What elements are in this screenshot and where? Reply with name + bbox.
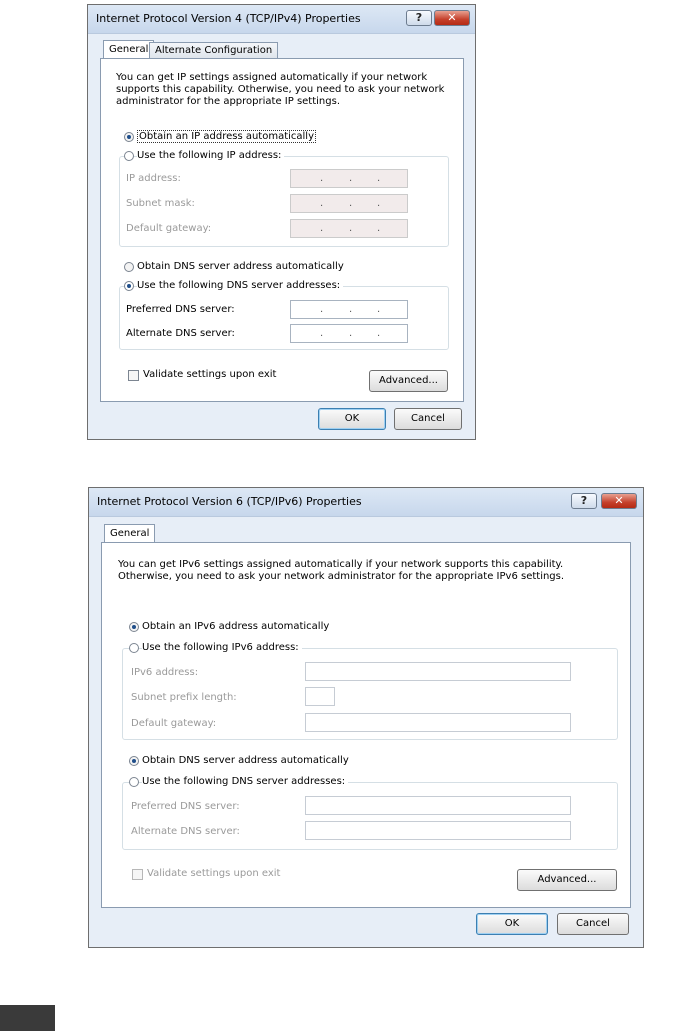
preferred-dns-label: Preferred DNS server:: [126, 304, 235, 315]
subnet-prefix-length-field[interactable]: [305, 687, 335, 706]
radio-use-following-ipv6-label[interactable]: Use the following IPv6 address:: [142, 642, 302, 654]
preferred-dns-field[interactable]: [305, 796, 571, 815]
default-gateway-field[interactable]: . . .: [290, 219, 408, 238]
help-icon: ?: [415, 11, 423, 24]
radio-obtain-ip-auto[interactable]: [124, 132, 134, 142]
radio-obtain-dns-auto-label[interactable]: Obtain DNS server address automatically: [142, 755, 349, 766]
cancel-button[interactable]: Cancel: [557, 913, 629, 935]
cancel-button[interactable]: Cancel: [394, 408, 462, 430]
radio-use-following-dns-label[interactable]: Use the following DNS server addresses:: [137, 280, 343, 292]
help-button[interactable]: [406, 10, 432, 26]
tab-alternate-configuration[interactable]: [149, 42, 278, 58]
ipv4-properties-dialog: [87, 4, 476, 440]
validate-settings-checkbox[interactable]: [132, 869, 143, 880]
help-icon: ?: [580, 494, 588, 507]
close-icon: ✕: [614, 494, 624, 507]
ip-address-field[interactable]: . . .: [290, 169, 408, 188]
close-icon: ✕: [447, 11, 457, 24]
radio-use-following-dns[interactable]: [129, 777, 139, 787]
validate-settings-label[interactable]: Validate settings upon exit: [143, 369, 277, 380]
radio-obtain-dns-auto-label[interactable]: Obtain DNS server address automatically: [137, 261, 344, 272]
advanced-button[interactable]: Advanced...: [369, 370, 448, 392]
subnet-prefix-length-label: Subnet prefix length:: [131, 692, 237, 703]
radio-use-following-dns[interactable]: [124, 281, 134, 291]
ipv6-intro-line-2: Otherwise, you need to ask your network administrator for the appropriate IPv6 settings.: [118, 571, 565, 582]
default-gateway-label: Default gateway:: [131, 718, 217, 729]
alternate-dns-label: Alternate DNS server:: [131, 826, 240, 837]
ipv6-general-panel: [101, 542, 631, 908]
radio-use-following-dns-label[interactable]: Use the following DNS server addresses:: [142, 776, 348, 788]
radio-obtain-dns-auto[interactable]: [129, 756, 139, 766]
ipv6-dialog-title: Internet Protocol Version 6 (TCP/IPv6) Properties: [97, 495, 362, 508]
tab-alternate-configuration-label: Alternate Configuration: [155, 45, 273, 56]
ipv6-address-label: IPv6 address:: [131, 667, 199, 678]
tab-general-label: General: [110, 528, 150, 539]
validate-settings-label[interactable]: Validate settings upon exit: [147, 868, 281, 879]
validate-settings-checkbox[interactable]: [128, 370, 139, 381]
radio-obtain-dns-auto[interactable]: [124, 262, 134, 272]
preferred-dns-field[interactable]: . . .: [290, 300, 408, 319]
alternate-dns-label: Alternate DNS server:: [126, 328, 235, 339]
help-button[interactable]: [571, 493, 597, 509]
preferred-dns-label: Preferred DNS server:: [131, 801, 240, 812]
alternate-dns-field[interactable]: [305, 821, 571, 840]
default-gateway-label: Default gateway:: [126, 223, 212, 234]
close-button[interactable]: [601, 493, 637, 509]
radio-use-following-ip[interactable]: [124, 151, 134, 161]
radio-obtain-ipv6-auto-label[interactable]: Obtain an IPv6 address automatically: [142, 621, 330, 632]
ipv4-intro-text: You can get IP settings assigned automatically if your network supports this capability. Otherwise, you need to ask your network administrator for the appropriate IP settings.: [116, 72, 445, 107]
alternate-dns-field[interactable]: . . .: [290, 324, 408, 343]
radio-use-following-ipv6[interactable]: [129, 643, 139, 653]
radio-obtain-ip-auto-label[interactable]: Obtain an IP address automatically: [139, 131, 315, 142]
tab-general[interactable]: [103, 40, 154, 58]
tab-general-label: General: [109, 44, 149, 55]
ipv6-address-field[interactable]: [305, 662, 571, 681]
subnet-mask-label: Subnet mask:: [126, 198, 195, 209]
ipv4-title-bar[interactable]: [88, 5, 475, 34]
radio-obtain-ipv6-auto[interactable]: [129, 622, 139, 632]
ipv4-dialog-title: Internet Protocol Version 4 (TCP/IPv4) Properties: [96, 12, 361, 25]
advanced-button[interactable]: Advanced...: [517, 869, 617, 891]
default-gateway-field[interactable]: [305, 713, 571, 732]
ok-button[interactable]: OK: [476, 913, 548, 935]
tab-general[interactable]: [104, 524, 155, 542]
ipv6-properties-dialog: [88, 487, 644, 948]
radio-use-following-ip-label[interactable]: Use the following IP address:: [137, 150, 284, 162]
ipv6-intro-text: [118, 559, 618, 583]
ipv6-title-bar[interactable]: [89, 488, 643, 517]
subnet-mask-field[interactable]: . . .: [290, 194, 408, 213]
ip-address-label: IP address:: [126, 173, 181, 184]
ok-button[interactable]: OK: [318, 408, 386, 430]
ipv4-general-panel: [100, 58, 464, 402]
page-corner-block: [0, 1005, 55, 1031]
close-button[interactable]: [434, 10, 470, 26]
ipv6-intro-line-1: You can get IPv6 settings assigned automatically if your network supports this capability.: [118, 559, 564, 570]
